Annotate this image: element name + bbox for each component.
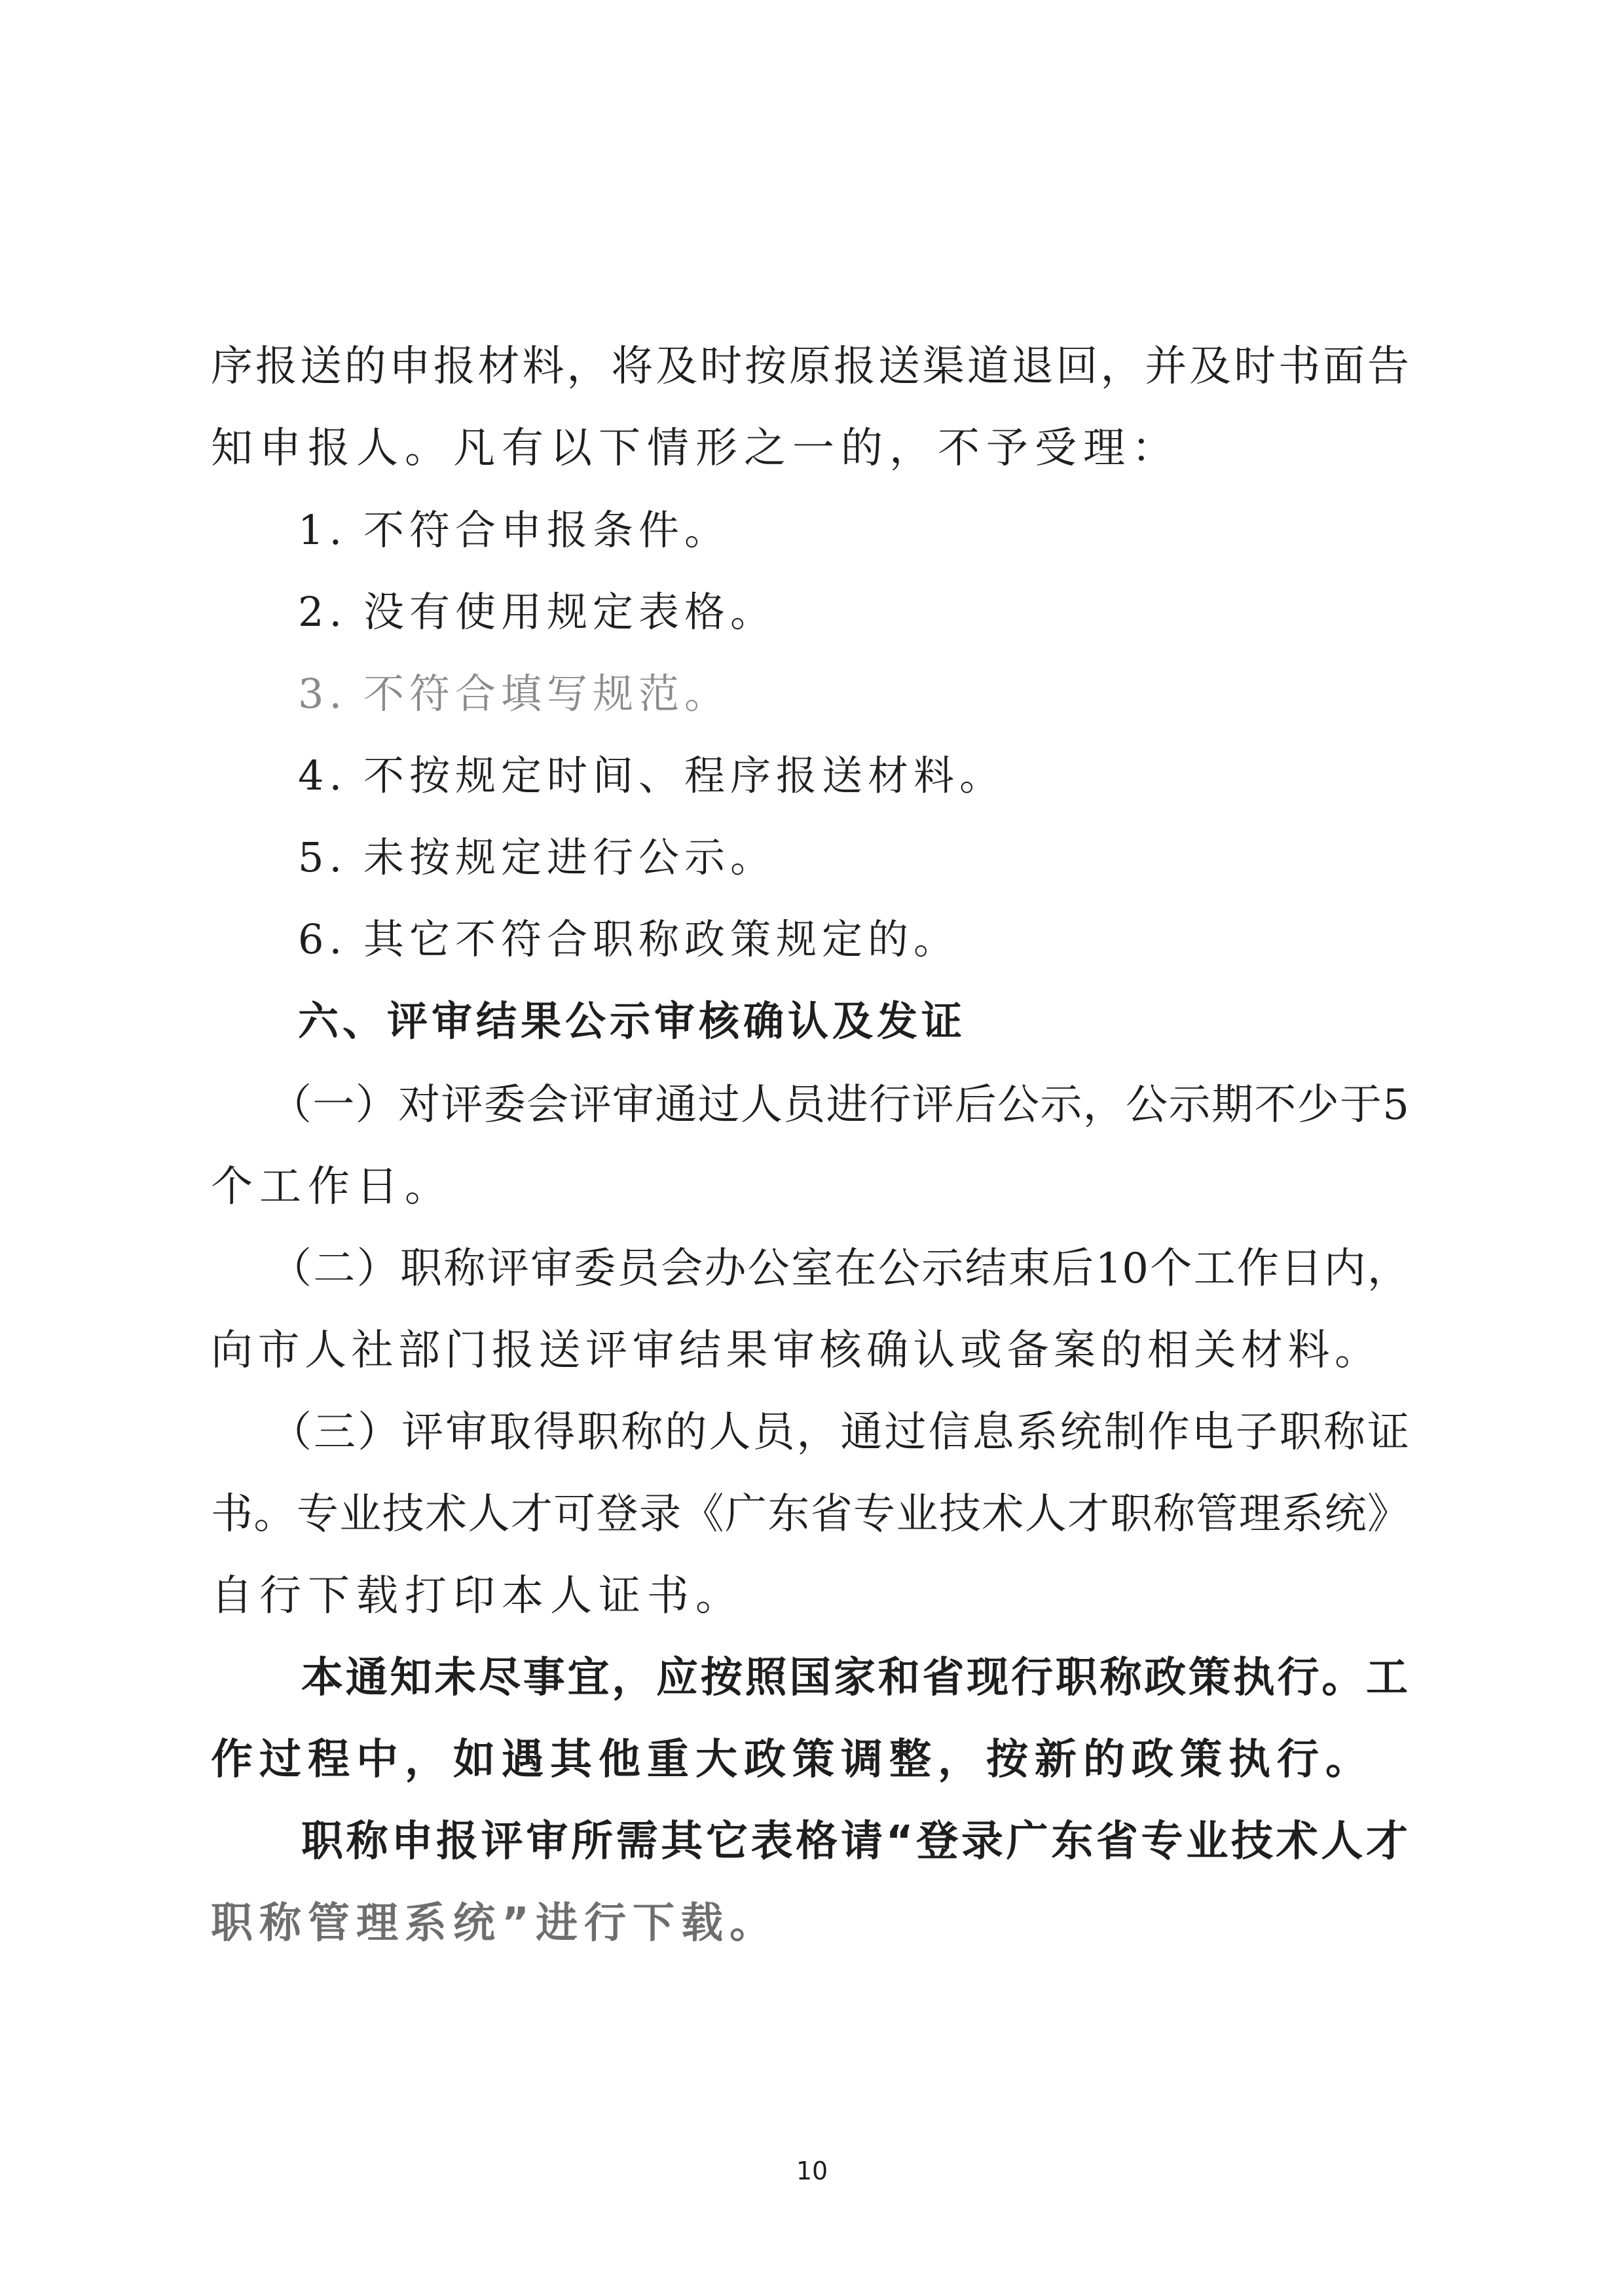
list-item	[298, 504, 730, 556]
list-item	[298, 913, 959, 966]
paragraph-line: 自行下载打印本人证书。	[211, 1572, 744, 1620]
list-item-number: 1.	[298, 506, 348, 554]
paragraph-line: 知申报人。凡有以下情形之一的，不予受理：	[211, 424, 1180, 473]
paragraph-line: 序报送的申报材料，将及时按原报送渠道退回，并及时书面告	[211, 342, 1409, 391]
list-item-number: 4.	[298, 752, 348, 799]
list-item-text: 其它不符合职称政策规定的。	[363, 915, 960, 963]
paragraph-line: （二）职称评审委员会办公室在公示结束后10个工作日内，	[270, 1245, 1409, 1293]
list-item-text: 未按规定进行公示。	[363, 833, 777, 881]
list-item-number: 2.	[298, 588, 348, 636]
list-item-text: 不按规定时间、程序报送材料。	[363, 752, 1006, 799]
paragraph-line: 职称申报评审所需其它表格请“登录广东省专业技术人才	[301, 1817, 1408, 1866]
section-heading: 六、评审结果公示审核确认及发证	[298, 997, 967, 1045]
paragraph-line: 书。专业技术人才可登录《广东省专业技术人才职称管理系统》	[211, 1490, 1409, 1539]
page-number: 10	[796, 2157, 828, 2185]
list-item-number: 5.	[298, 833, 348, 881]
list-item	[298, 668, 730, 720]
paragraph-line: 职称管理系统”进行下载。	[211, 1899, 779, 1948]
paragraph-line: 向市人社部门报送评审结果审核确认或备案的相关材料。	[211, 1326, 1376, 1375]
paragraph-line: 本通知未尽事宜，应按照国家和省现行职称政策执行。工	[301, 1654, 1408, 1702]
list-item-number: 3.	[298, 670, 348, 718]
list-item	[298, 831, 776, 884]
paragraph-line: 个工作日。	[211, 1163, 453, 1211]
list-item-number: 6.	[298, 915, 348, 963]
list-item-text: 不符合申报条件。	[363, 506, 731, 554]
list-item	[298, 750, 1005, 802]
paragraph-line: （一）对评委会评审通过人员进行评后公示，公示期不少于5	[270, 1081, 1409, 1129]
paragraph-line: （三）评审取得职称的人员，通过信息系统制作电子职称证	[270, 1408, 1409, 1457]
list-item-text: 不符合填写规范。	[363, 670, 731, 718]
paragraph-line: 作过程中，如遇其他重大政策调整，按新的政策执行。	[211, 1736, 1374, 1784]
list-item	[298, 586, 776, 638]
list-item-text: 没有使用规定表格。	[363, 588, 777, 636]
